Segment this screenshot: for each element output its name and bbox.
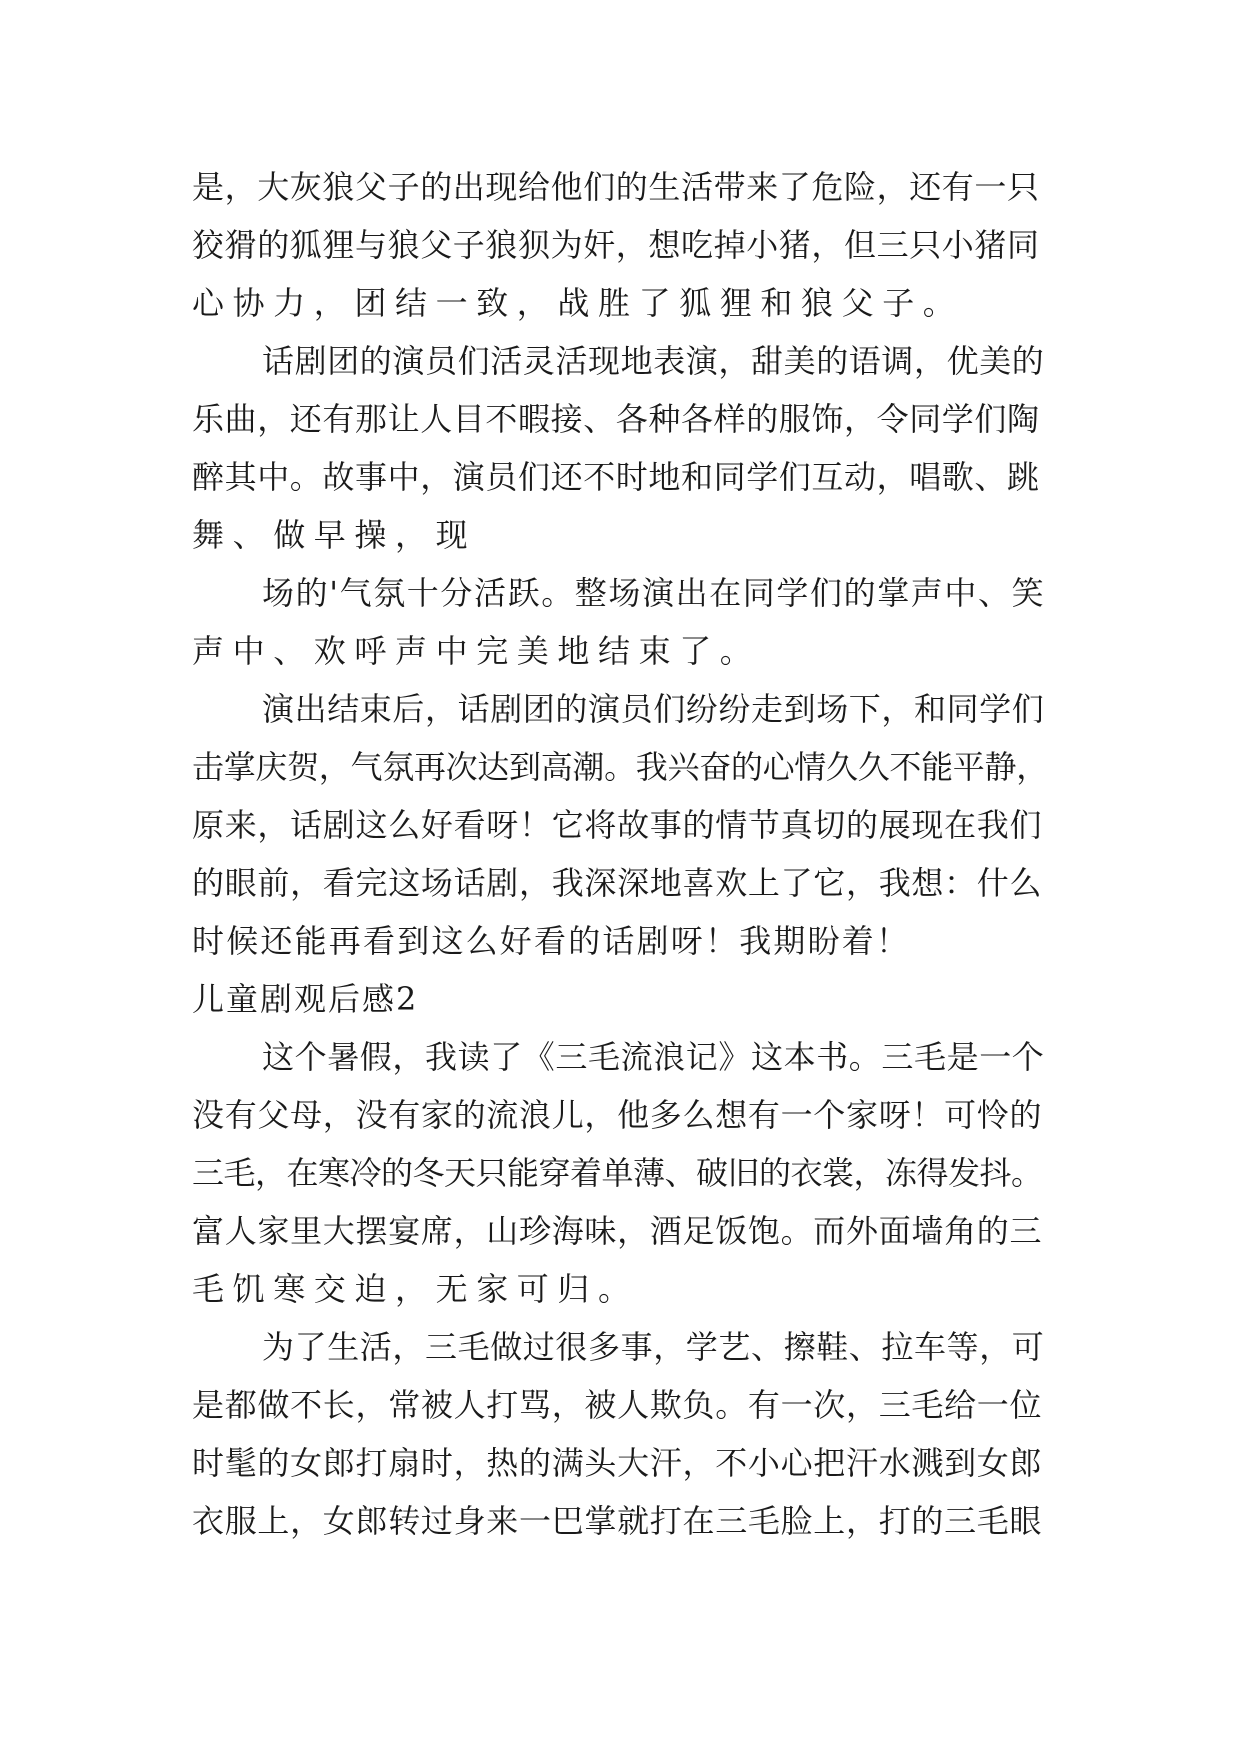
text-line: 乐曲，还有那让人目不暇接、各种各样的服饰，令同学们陶	[192, 400, 1040, 438]
text-line: 是都做不长，常被人打骂，被人欺负。有一次，三毛给一位	[192, 1386, 1043, 1424]
text-line: 的眼前，看完这场话剧，我深深地喜欢上了它，我想：什么	[192, 864, 1043, 902]
text-line: 没有父母，没有家的流浪儿，他多么想有一个家呀！可怜的	[192, 1096, 1043, 1134]
paragraph-first-line: 为了生活，三毛做过很多事，学艺、擦鞋、拉车等，可	[262, 1328, 1045, 1366]
text-line: 时候还能再看到这么好看的话剧呀！我期盼着！	[192, 922, 911, 960]
text-line: 击掌庆贺，气氛再次达到高潮。我兴奋的心情久久不能平静，	[192, 748, 1048, 786]
text-line: 醉其中。故事中，演员们还不时地和同学们互动，唱歌、跳	[192, 458, 1040, 496]
text-line: 原来，话剧这么好看呀！它将故事的情节真切的展现在我们	[192, 806, 1043, 844]
paragraph-first-line: 场的'气氛十分活跃。整场演出在同学们的掌声中、笑	[262, 574, 1046, 612]
text-line: 三毛，在寒冷的冬天只能穿着单薄、破旧的衣裳，冻得发抖。	[192, 1154, 1043, 1192]
document-body	[192, 158, 1052, 1550]
text-line: 时髦的女郎打扇时，热的满头大汗，不小心把汗水溅到女郎	[192, 1444, 1043, 1482]
paragraph-first-line: 演出结束后，话剧团的演员们纷纷走到场下，和同学们	[262, 690, 1045, 728]
text-line: 衣服上，女郎转过身来一巴掌就打在三毛脸上，打的三毛眼	[192, 1502, 1043, 1540]
paragraph-first-line: 这个暑假，我读了《三毛流浪记》这本书。三毛是一个	[262, 1038, 1045, 1076]
section-heading: 儿童剧观后感2	[192, 980, 419, 1018]
text-line: 舞、做早操，现	[192, 516, 477, 554]
text-line: 心协力，团结一致，战胜了狐狸和狼父子。	[192, 284, 964, 322]
text-line: 富人家里大摆宴席，山珍海味，酒足饭饱。而外面墙角的三	[192, 1212, 1043, 1250]
text-line: 是，大灰狼父子的出现给他们的生活带来了危险，还有一只	[192, 168, 1040, 206]
text-line: 声中、欢呼声中完美地结束了。	[192, 632, 761, 670]
paragraph-first-line: 话剧团的演员们活灵活现地表演，甜美的语调，优美的	[262, 342, 1045, 380]
text-line: 狡猾的狐狸与狼父子狼狈为奸，想吃掉小猪，但三只小猪同	[192, 226, 1040, 264]
text-line: 毛饥寒交迫，无家可归。	[192, 1270, 639, 1308]
